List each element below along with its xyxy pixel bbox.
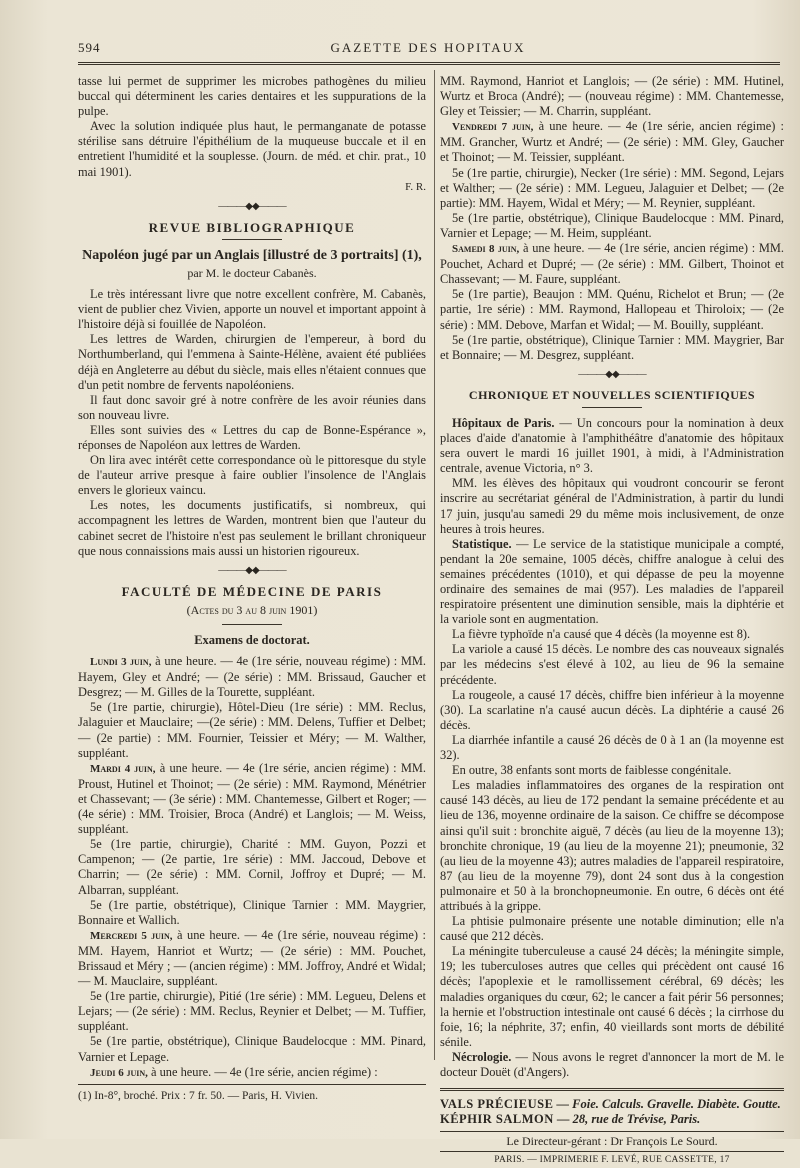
chronicle-text: La fièvre typhoïde n'a causé que 4 décès (la moyenne est 8). [452,627,751,642]
exam-day: Samedi 8 juin, [452,243,520,256]
exam-entry [78,1065,426,1081]
chronicle-text: — Nous avons le regret d'annoncer la mort de M. le docteur Douët (d'Angers). [440,1049,784,1079]
left-column [78,74,426,1081]
intro-signature: F. R. [405,180,426,193]
exam-entry [78,761,426,837]
chronicle-lead: Nécrologie. [452,1049,512,1064]
chronicle-paragraph [440,763,784,778]
review-paragraph: Les notes, les documents justificatifs, si nombreux, qui accompagnent les lettres de Warden, montrent bien que l'auteur du cabinet secret de l'histoire n'est pas seulement le brillant chroniqueur que nous connaissions mais aussi un historien rigoureux. [78,498,426,558]
exam-day: Lundi 3 juin, [90,656,152,669]
review-paragraph: Le très intéressant livre que notre excellent confrère, M. Cabanès, vient de publier chez Vivien, apporte un nouvel et important appoint à l'histoire déjà si fouillée de Napoléon. [78,287,426,332]
ad-brand: KÉPHIR SALMON [440,1112,554,1127]
advertisement [440,1112,784,1127]
chronicle-paragraph [440,778,784,914]
chronicle-text: La diarrhée infantile a causé 26 décès de 0 à 1 an (la moyenne est 32). [440,732,784,763]
chronicle-paragraph [440,537,784,628]
review-paragraph: Il faut donc savoir gré à notre confrère de les avoir réunies dans son nouveau livre. [78,392,426,422]
director-line: Le Directeur-gérant : Dr François Le Sourd. [440,1131,784,1149]
exam-text: 5e (1re partie, obstétrique), Clinique Baudelocque : MM. Pinard, Varnier et Lepage; — M. Heim, suppléant. [440,210,784,240]
exam-entry [440,74,784,119]
exam-text: 5e (1re partie, obstétrique), Clinique Tarnier : MM. Maygrier, Bonnaire et Wallich. [78,897,426,927]
ads-rule [440,1088,784,1091]
journal-title: GAZETTE DES HOPITAUX [330,40,526,55]
chronicle-paragraph [440,416,784,476]
exam-entry [78,837,426,897]
faculty-dates: (Actes du 3 au 8 juin 1901) [186,602,318,617]
exam-text: 5e (1re partie, chirurgie), Necker (1re série) : MM. Segond, Lejars et Walther; — (2e série) : MM. Legueu, Jalaguier et Delbet; — (2e partie): MM. Hayem, Widal et Méry; — M. Reynier, suppléant. [440,165,784,210]
exam-entry [78,989,426,1034]
ad-brand: VALS PRÉCIEUSE [440,1097,554,1112]
chronicle-paragraph [440,733,784,763]
exams-heading: Examens de doctorat. [194,633,310,647]
footnote: (1) In-8°, broché. Prix : 7 fr. 50. — Paris, H. Vivien. [78,1090,319,1102]
chronicle-paragraph [440,914,784,944]
chronicle-paragraph [440,944,784,1050]
review-paragraph: On lira avec intérêt cette correspondance où le pittoresque du style de l'auteur arrive presque à faire oublier l'insolence de l'Anglais envers le glorieux vaincu. [78,453,426,498]
header-rule [78,62,780,65]
ad-text: — 28, rue de Trévise, Paris. [553,1112,701,1127]
column-divider [434,70,435,1060]
exam-day: Jeudi 6 juin, [90,1066,148,1079]
chronicle-text: Les maladies inflammatoires des organes de la respiration ont causé 143 décès, au lieu de 172 pendant la semaine précédente et au lieu de 136, moyenne ordinaire de la saison. Ce chiffre se décompose ainsi qu'il suit : bronchite aiguë, 7 décès (au lieu de la moyenne 13); bronchite chronique, 19 (au lieu de la moyenne 21); pneumonie, 32 (au lieu de la moyenne 43); autres maladies de l'appareil respiratoire, 87 (au lieu de la moyenne 79), dont 24 sont dus à la congestion pulmonaire et 50 à la bronchopneumonie. En outre, 6 décès ont été attribués à la grippe. [440,778,784,913]
short-rule [222,239,282,240]
book-title: Napoléon jugé par un Anglais [illustré de 3 portraits] (1), [82,247,422,263]
chronicle-heading: CHRONIQUE ET NOUVELLES SCIENTIFIQUES [468,387,756,402]
exam-entry [78,654,426,700]
review-heading: REVUE BIBLIOGRAPHIQUE [148,219,356,235]
exam-day: Vendredi 7 juin, [452,121,534,134]
exam-day: Mardi 4 juin, [90,762,156,775]
intro-paragraph: tasse lui permet de supprimer les microbes pathogènes du milieu buccal qui déterminent les caries dentaires et les suppurations de la pulpe. [78,74,426,119]
exam-text: à une heure. — 4e (1re série, nouveau régime) : MM. Hayem, Gley et André; — (2e série) : MM. Brissaud, Gaucher et Desgrez; — M. Gilles de la Tourette, suppléant. [78,654,426,700]
chronicle-text: — Le service de la statistique municipale a compté, pendant la 20e semaine, 1005 décès, chiffre analogue à celui des semaines précédentes (1010), et qui dépasse de peu la moyenne ordinaire des semaines de mai (957). Les maladies de l'appareil respiratoire présentent une diminution sensible, mais la diphtérie et la variole sont en augmentation. [440,536,784,627]
exam-entry [440,166,784,211]
exam-text: 5e (1re partie, chirurgie), Hôtel-Dieu (1re série) : MM. Reclus, Jalaguier et Mauclaire; —(2e série) : MM. Delens, Tuffier et Delbet; — (2e partie) : MM. Fournier, Teissier et Méry; — M. Walther, suppléant. [78,700,426,760]
exam-text: à une heure. — 4e (1re série, ancien régime) : MM. Grancher, Wurtz et André; — (2e série) : MM. Gley, Gaucher et Thoinot; — M. Teissier, suppléant. [440,119,784,165]
printer-line: PARIS. — IMPRIMERIE F. LEVÉ, RUE CASSETTE, 17 [440,1151,784,1168]
exam-entry [440,241,784,287]
chronicle-paragraph [440,1050,784,1080]
chronicle-text: La rougeole, a causé 17 décès, chiffre bien inférieur à la moyenne (30). La scarlatine n'a causé aucun décès. La diphtérie a causé 26 décès. [440,687,784,732]
ornament-separator: ———◆◆——— [578,368,646,380]
footnote-rule [78,1084,426,1085]
chronicle-lead: Statistique. [452,536,512,551]
exam-text: 5e (1re partie, chirurgie), Pitié (1re série) : MM. Legueu, Delens et Lejars; — (2e série) : MM. Reclus, Reynier et Delbet; — M. Tuffier, suppléant. [78,989,426,1034]
exam-entry [78,1034,426,1064]
chronicle-text: La variole a causé 15 décès. Le nombre des cas nouveaux signalés par les médecins s'est élevé à 102, au lieu de 96 la semaine précédente. [440,642,784,687]
advertisement [440,1097,784,1112]
page-header [78,38,778,60]
exam-day: Mercredi 5 juin, [90,929,173,942]
exam-text: 5e (1re partie, obstétrique), Clinique Baudelocque : MM. Pinard, Varnier et Lepage. [78,1034,426,1064]
review-paragraph: Elles sont suivies des « Lettres du cap de Bonne-Espérance », réponses de Napoléon aux lettres de Warden. [78,422,426,452]
chronicle-paragraph [440,642,784,687]
page-number: 594 [78,40,101,55]
review-paragraph: Les lettres de Warden, chirurgien de l'empereur, à bord du Northumberland, qui l'emmena à Sainte-Hélène, avaient été publiées déjà en Angleterre au début du siècle, mais elles n'étaient connues que d'un petit nombre de fervents napoléoniens. [78,332,426,392]
chronicle-text: La méningite tuberculeuse a causé 24 décès; la méningite simple, 19; les tuberculoses autres que celles qui précèdent ont causé 16 décès; l'apoplexie et le ramollissement cérébral, 69 décès; les maladies organiques du cœur, 62; le cancer a fait périr 56 personnes; la hernie et l'obstruction intestinale ont causé 6 décès ; la cirrhose du foie, 16; la néphrite, 37; enfin, 40 vieillards sont morts de débilité sénile. [440,944,784,1049]
right-column [440,74,784,1168]
exam-entry [440,287,784,332]
ad-text: — Foie. Calculs. Gravelle. Diabète. Goutte. [553,1097,781,1112]
exam-text: à une heure. — 4e (1re série, ancien régime) : [147,1064,378,1079]
exam-text: 5e (1re partie, obstétrique), Clinique Tarnier : MM. Maygrier, Bar et Bonnaire; — M. Desgrez, suppléant. [440,332,784,362]
exam-text: 5e (1re partie), Beaujon : MM. Quénu, Richelot et Brun; — (2e partie, 1re série) : MM. Raymond, Hallopeau et Thiroloix; — (2e série) : MM. Debove, Marfan et Widal; — M. Bouilly, suppléant. [440,287,784,332]
exam-text: 5e (1re partie, chirurgie), Charité : MM. Guyon, Pozzi et Campenon; — (2e partie, 1re série) : MM. Jaccoud, Debove et Charrin; — (2e série) : MM. Cornil, Joffroy et Dupré; — M. Albarran, suppléant. [78,837,426,897]
exam-text: à une heure. — 4e (1re série, ancien régime) : MM. Proust, Hutinel et Thoinot; — (2e série) : MM. Raymond, Ménétrier et Chassevant; — (3e série) : MM. Chantemesse, Gilbert et Roger; — (4e série) : MM. Troisier, Broca (André) et Langlois; — M. Weiss, suppléant. [78,760,426,837]
ornament-separator: ———◆◆——— [218,564,286,576]
faculty-heading: FACULTÉ DE MÉDECINE DE PARIS [121,583,383,599]
chronicle-lead: Hôpitaux de Paris. [452,415,555,430]
exam-entry [78,700,426,760]
chronicle-paragraph [440,476,784,536]
exam-entry [440,211,784,241]
chronicle-text: En outre, 38 enfants sont morts de faiblesse congénitale. [452,763,732,778]
ornament-separator: ———◆◆——— [218,200,286,212]
short-rule [222,624,282,625]
exam-entry [440,333,784,363]
chronicle-paragraph [440,627,784,642]
book-author: par M. le docteur Cabanès. [187,265,317,280]
exam-text: MM. Raymond, Hanriot et Langlois; — (2e série) : MM. Hutinel, Wurtz et Broca (André); — (nouveau régime) : MM. Chantemesse, Gley et Teissier; — M. Charrin, suppléant. [440,74,784,119]
exam-text: à une heure. — 4e (1re série, ancien régime) : MM. Pouchet, Achard et Dupré; — (2e série) : MM. Gilbert, Thoinot et Chassevant; — M. Faure, suppléant. [440,241,784,287]
exam-entry [440,119,784,165]
exam-text: à une heure. — 4e (1re série, nouveau régime) : MM. Hayem, Hanriot et Wurtz; — (2e série) : MM. Pouchet, Brissaud et Méry ; — (ancien régime) : MM. Joffroy, André et Widal; — M. Mauclaire, suppléant. [78,927,426,989]
chronicle-text: MM. les élèves des hôpitaux qui voudront concourir se feront inscrire au secrétariat général de l'Administration, à partir du lundi 17 juin, jusqu'au samedi 29 du même mois inclusivement, de onze heures à trois heures. [440,476,784,536]
chronicle-paragraph [440,688,784,733]
chronicle-text: La phtisie pulmonaire présente une notable diminution; elle n'a causé que 212 décès. [440,914,784,944]
short-rule [582,407,642,408]
intro-paragraph: Avec la solution indiquée plus haut, le permanganate de potasse stérilise sans détruire l'épithélium de la muqueuse buccale et il en entretient l'humidité et la souplesse. (Journ. de méd. et chir. prat., 10 mai 1901). [78,119,426,179]
exam-entry [78,898,426,928]
chronicle-text: — Un concours pour la nomination à deux places d'aide d'anatomie à l'amphithéâtre d'anatomie des hôpitaux sera ouvert le mardi 16 juillet 1901, à midi, à l'Administration centrale, avenue Victoria, n° 3. [440,415,784,476]
exam-entry [78,928,426,989]
